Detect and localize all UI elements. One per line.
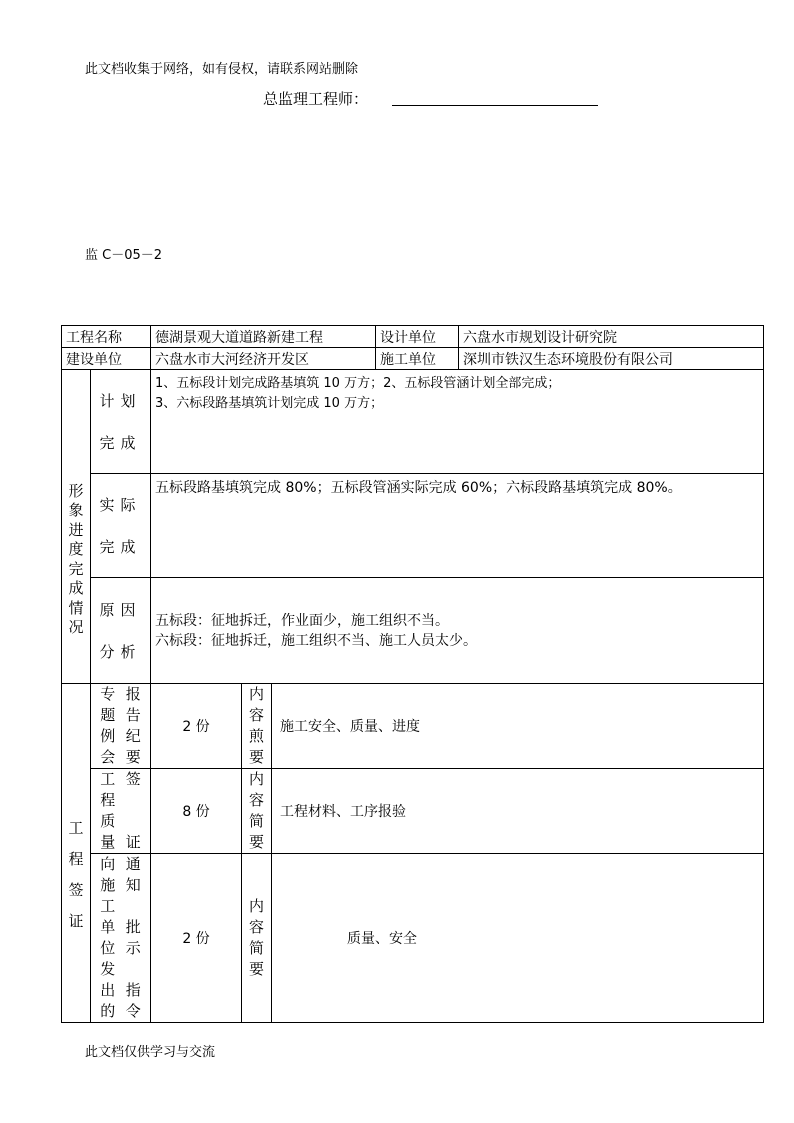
planned-content (151, 370, 764, 474)
planned-label-line-2: 完成 (99, 433, 142, 452)
planned-label-line-1: 计划 (99, 391, 142, 410)
project-name-label: 工程名称 (62, 326, 151, 348)
summary-label-char: 煎 (248, 727, 264, 745)
reason-label-line-2: 分析 (99, 642, 142, 661)
header-notice: 此文档收集于网络，如有侵权，请联系网站删除 (85, 62, 359, 77)
signoff-type-char (131, 959, 136, 980)
signoff-summary-label-quality (242, 769, 272, 854)
signoff-type-char (131, 896, 136, 917)
design-unit-value: 六盘水市规划设计研究院 (459, 326, 764, 348)
signoff-type-char: 专 (100, 685, 116, 703)
summary-label-char: 容 (248, 918, 264, 936)
reason-content (151, 578, 764, 684)
actual-label-line-2: 完成 (99, 537, 142, 556)
progress-section-char: 度 (68, 540, 84, 558)
signoff-section-text (62, 769, 90, 937)
actual-line-1: 五标段路基填筑完成 80%；五标段管涵实际完成 60%；六标段路基填筑完成 80%。 (155, 480, 682, 496)
signoff-type-char: 要 (125, 748, 141, 766)
progress-section-char: 进 (68, 520, 84, 539)
summary-label-char: 简 (248, 939, 264, 957)
report-table (61, 325, 764, 1023)
signoff-type-char: 知 (125, 876, 141, 894)
signoff-type-char: 证 (125, 833, 141, 851)
signoff-type-char: 向 (100, 855, 116, 873)
summary-label-char: 要 (248, 748, 264, 766)
signoff-section-label (62, 684, 91, 1023)
signoff-section-char: 工 (68, 819, 84, 837)
project-name-value: 德湖景观大道道路新建工程 (151, 326, 376, 348)
signoff-type-char: 通 (125, 855, 141, 873)
reason-label (91, 578, 151, 684)
progress-section-char: 完 (68, 559, 84, 578)
signoff-type-char: 纪 (125, 727, 141, 745)
planned-label (91, 370, 151, 474)
signoff-type-char: 量 (100, 833, 116, 851)
signoff-type-notice (91, 854, 151, 1023)
signature-line (392, 105, 598, 106)
signoff-type-char: 质 (100, 812, 116, 830)
signoff-type-char: 令 (125, 1002, 141, 1020)
progress-section-char: 况 (68, 618, 84, 636)
footer-notice: 此文档仅供学习与交流 (85, 1045, 216, 1060)
signoff-type-char: 发 (100, 960, 116, 978)
signoff-type-char: 施 (100, 876, 116, 894)
signoff-copies-quality: 8 份 (151, 769, 242, 854)
reason-label-line-1: 原因 (99, 600, 142, 619)
signoff-summary-label-meeting (242, 684, 272, 769)
signoff-summary-notice: 质量、安全 (272, 854, 764, 1023)
actual-label (91, 474, 151, 578)
progress-section-label (62, 370, 91, 684)
signoff-type-quality (91, 769, 151, 854)
signoff-section-char: 签 (68, 881, 84, 899)
signoff-type-char: 位 (100, 939, 116, 957)
actual-content (151, 474, 764, 578)
summary-label-char: 内 (248, 770, 264, 788)
summary-label-char: 要 (248, 833, 264, 851)
signoff-section-char: 程 (68, 850, 84, 868)
signoff-type-char (131, 811, 136, 832)
signoff-type-char: 的 (100, 1002, 116, 1020)
signoff-summary-meeting: 施工安全、质量、进度 (272, 684, 764, 769)
signoff-type-char: 程 (100, 791, 116, 809)
summary-label-char: 内 (248, 897, 264, 915)
planned-line-1: 1、五标段计划完成路基填筑 10 万方；2、五标段管涵计划全部完成； (155, 376, 561, 391)
signoff-type-char: 单 (100, 918, 116, 936)
signoff-type-char: 工 (100, 897, 116, 915)
progress-section-char: 成 (68, 579, 84, 597)
signoff-type-char (131, 790, 136, 811)
reason-line-2: 六标段：征地拆迁，施工组织不当、施工人员太少。 (155, 632, 477, 649)
signoff-summary-label-notice (242, 854, 272, 1023)
signoff-type-char: 示 (125, 939, 141, 957)
signoff-type-char: 告 (125, 706, 141, 724)
progress-section-text (62, 416, 90, 638)
signoff-type-char: 出 (100, 981, 116, 999)
reason-line-1: 五标段：征地拆迁，作业面少，施工组织不当。 (155, 612, 449, 629)
signoff-type-char: 例 (100, 727, 116, 745)
owner-value: 六盘水市大河经济开发区 (151, 348, 376, 370)
signature-label: 总监理工程师： (263, 90, 369, 108)
summary-label-char: 内 (248, 685, 264, 703)
signoff-section-char: 证 (68, 912, 84, 930)
signoff-type-char: 报 (125, 685, 141, 703)
contractor-label: 施工单位 (376, 348, 459, 370)
owner-label: 建设单位 (62, 348, 151, 370)
planned-line-2: 3、六标段路基填筑计划完成 10 万方； (155, 396, 384, 411)
signoff-type-char: 工 (100, 770, 116, 788)
signoff-copies-meeting: 2 份 (151, 684, 242, 769)
signoff-type-char: 指 (125, 981, 141, 999)
signoff-type-char: 签 (125, 770, 141, 788)
progress-section-char: 象 (68, 501, 84, 519)
signoff-type-meeting (91, 684, 151, 769)
design-unit-label: 设计单位 (376, 326, 459, 348)
progress-section-char: 形 (68, 481, 84, 500)
signoff-type-char: 批 (125, 918, 141, 936)
summary-label-char: 容 (248, 706, 264, 724)
form-code: 监 C－05－2 (85, 248, 163, 263)
signoff-type-char: 题 (100, 706, 116, 724)
summary-label-char: 容 (248, 791, 264, 809)
actual-label-line-1: 实际 (99, 495, 142, 514)
signoff-type-char: 会 (100, 748, 116, 766)
signoff-summary-quality: 工程材料、工序报验 (272, 769, 764, 854)
signoff-copies-notice: 2 份 (151, 854, 242, 1023)
summary-label-char: 简 (248, 812, 264, 830)
progress-section-char: 情 (68, 598, 84, 617)
contractor-value: 深圳市铁汉生态环境股份有限公司 (459, 348, 764, 370)
summary-label-char: 要 (248, 960, 264, 978)
